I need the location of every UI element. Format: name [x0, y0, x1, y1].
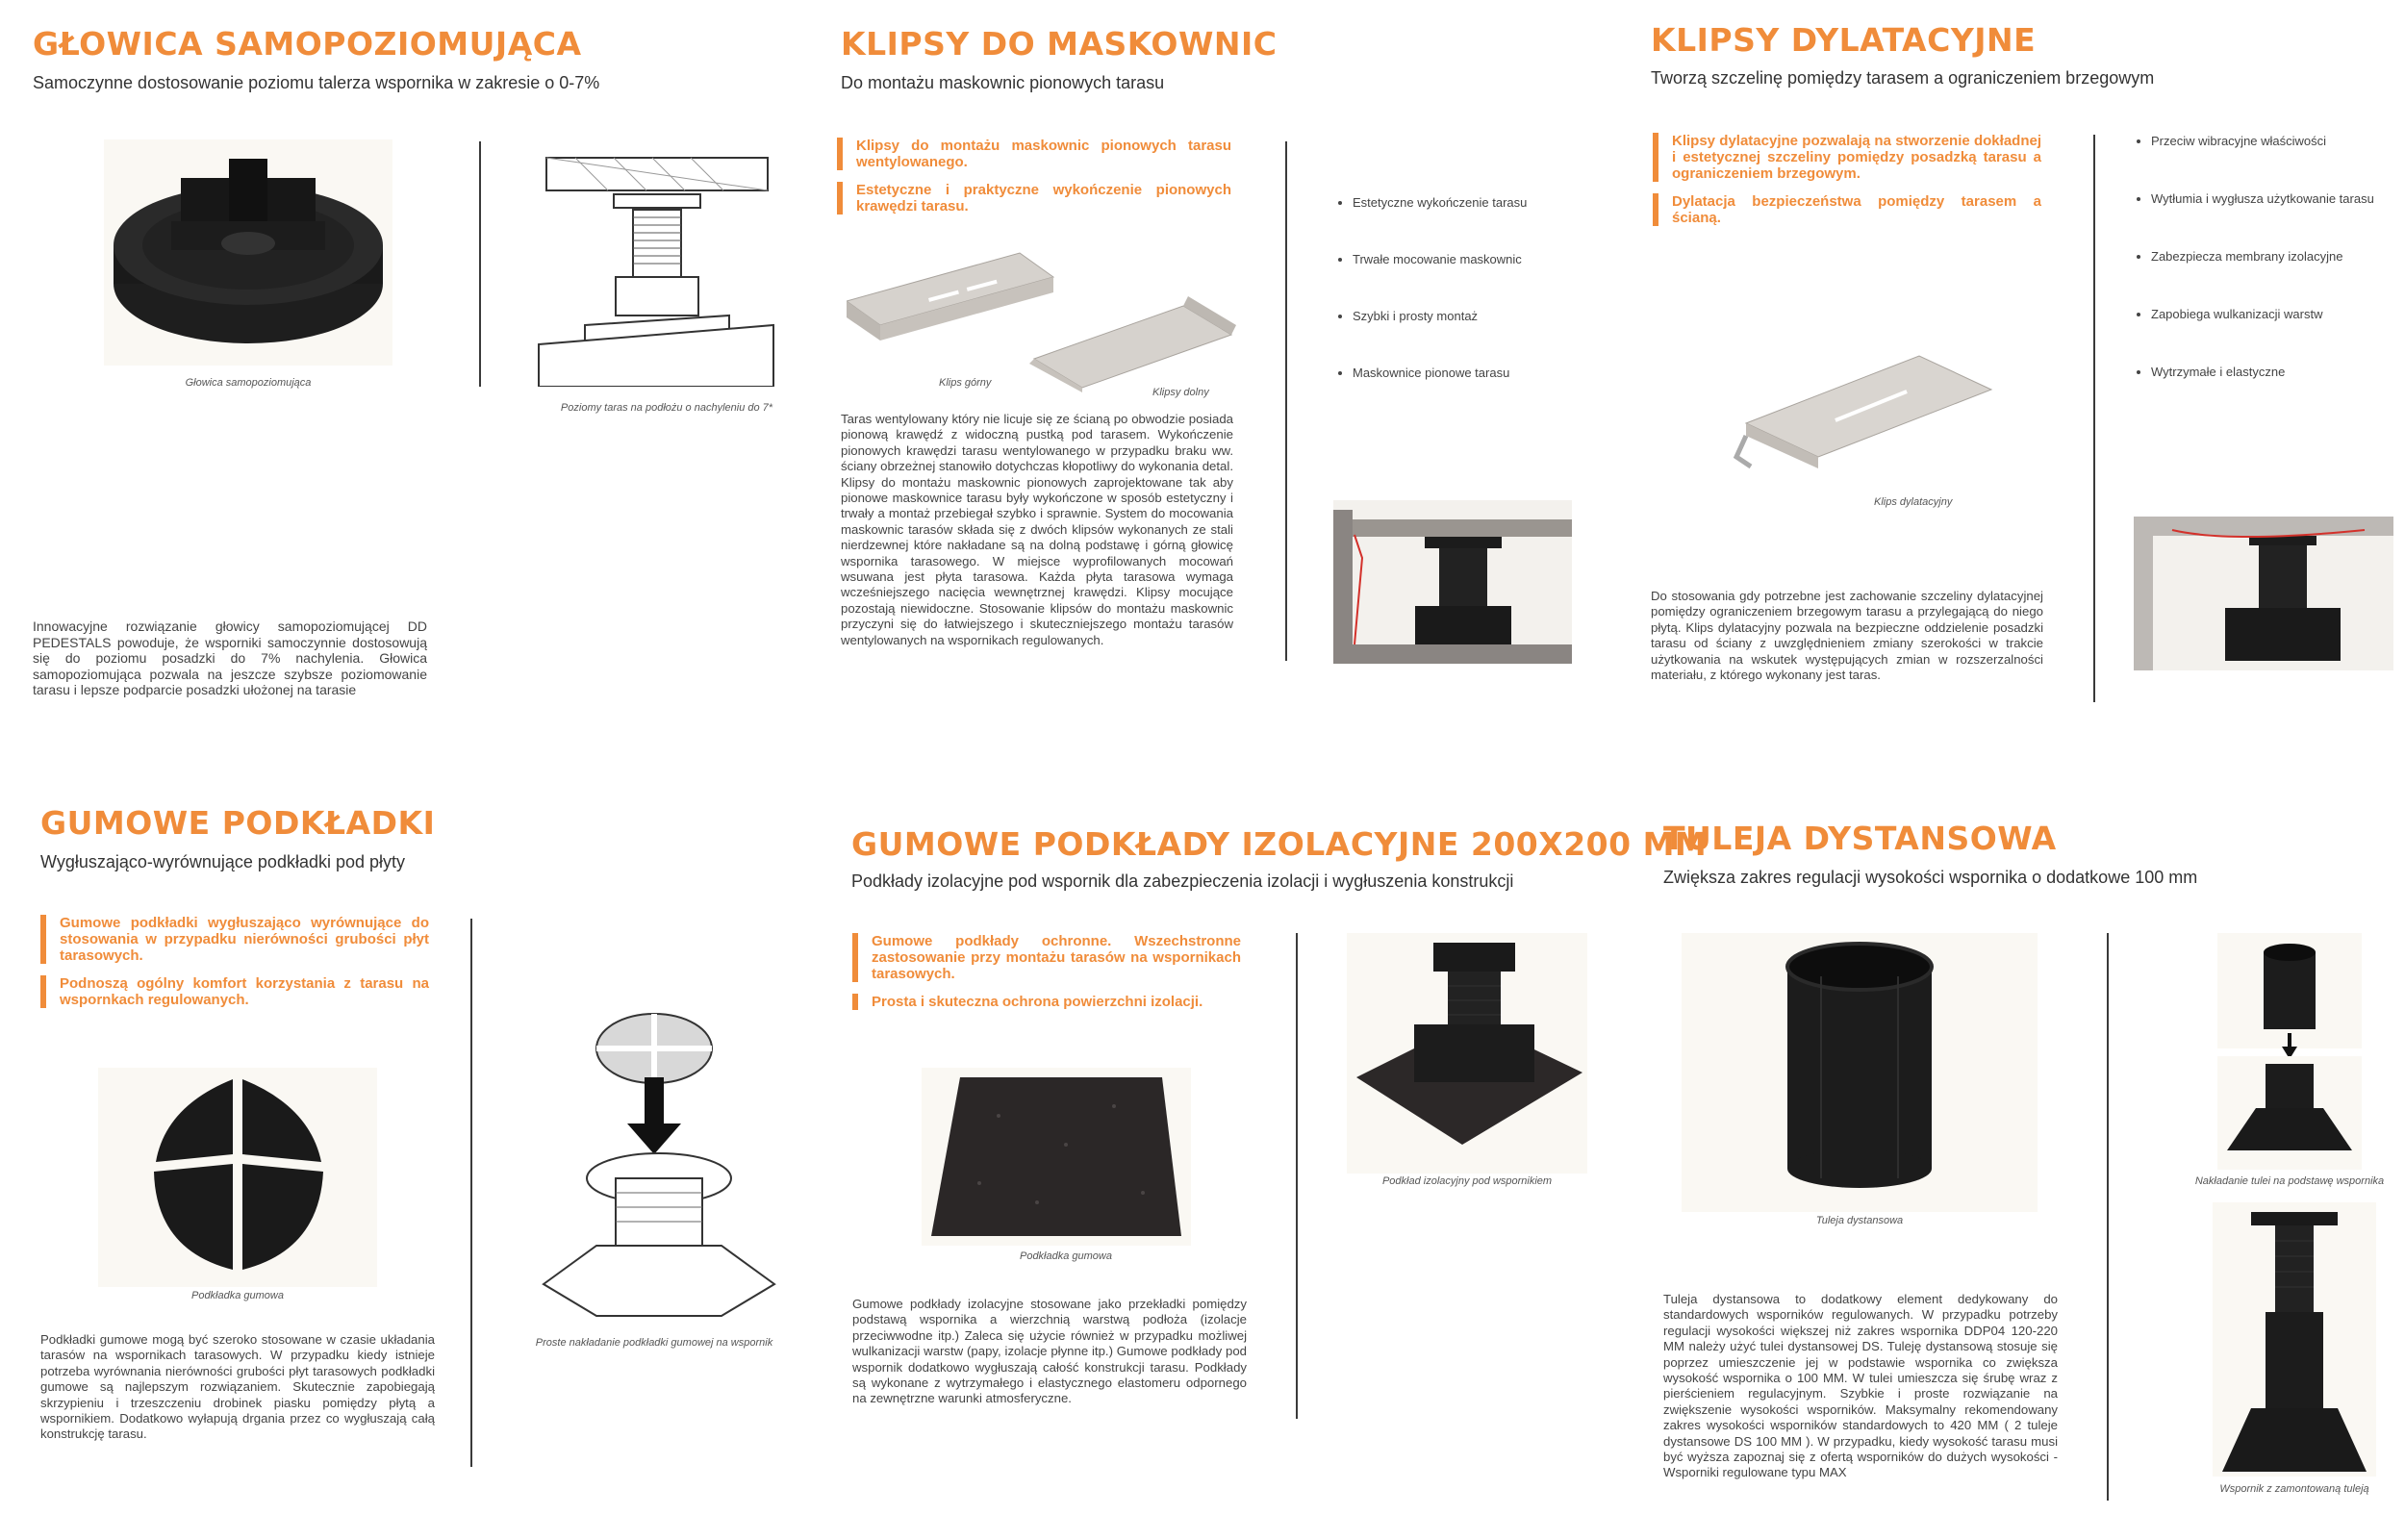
caption-wspornik-z-tuleja: Wspornik z zamontowaną tuleją — [2219, 1483, 2369, 1495]
features-list-klipsy-maskownic — [1335, 195, 1547, 422]
rubber-pad-image — [98, 1068, 377, 1287]
highlight-1: Gumowe podkłady ochronne. Wszechstronne zastosowanie przy montażu tarasów na wspornikach tarasowych. — [852, 933, 1241, 982]
caption-podkladka-gumowa-2: Podkładka gumowa — [1019, 1250, 1112, 1262]
section-title-tuleja: TULEJA DYSTANSOWA — [1663, 820, 2057, 857]
feature-item: • Trwałe mocowanie maskownic — [1353, 252, 1547, 266]
caption-proste-nakladanie: Proste nakładanie podkładki gumowej na wspornik — [535, 1337, 773, 1349]
feature-item: • Wytłumia i wygłusza użytkowanie tarasu — [2151, 191, 2393, 206]
highlights-klipsy-maskownic — [837, 138, 1231, 226]
highlight-1: Klipsy do montażu maskownic pionowych tarasu wentylowanego. — [837, 138, 1231, 170]
divider — [470, 919, 472, 1467]
highlight-2: Dylatacja bezpieczeństwa pomiędzy tarasem a ścianą. — [1653, 193, 2041, 226]
highlight-2: Estetyczne i praktyczne wykończenie pionowych krawędzi tarasu. — [837, 182, 1231, 215]
section-subtitle-podklady-izolacyjne: Podkłady izolacyjne pod wspornik dla zabezpieczenia izolacji i wygłuszenia konstrukcji — [851, 871, 1514, 891]
mask-clip-install-image — [1333, 500, 1572, 664]
feature-item: • Estetyczne wykończenie tarasu — [1353, 195, 1547, 210]
feature-item: • Wytrzymałe i elastyczne — [2151, 365, 2393, 379]
expansion-clip-install-image — [2134, 517, 2393, 670]
expansion-clip-image — [1727, 351, 1996, 481]
body-text-podklady-izolacyjne: Gumowe podkłady izolacyjne stosowane jako przekładki pomiędzy podstawą wspornika a wierzchnią warstwą podłoża (izolacje przeciwwodne itp.) Zaleca się użycie również w przypadku możliwej wulkanizacji warstw (papy, izolacje płynne itp.) Gumowe podkłady pod wspornik dodatkowo wygłuszają całość konstrukcji tarasu. Podkłady są wykonane z wytrzymałego i elastycznego elastomeru odpornego na zewnętrzne warunki atmosferyczne. — [852, 1297, 1247, 1406]
caption-podklad-izolacyjny: Podkład izolacyjny pod wspornikiem — [1381, 1175, 1553, 1187]
caption-poziomy-taras: Poziomy taras na podłożu o nachyleniu do 7* — [560, 402, 773, 414]
sleeve-on-base-image — [2217, 1056, 2362, 1170]
highlights-podklady-izolacyjne — [852, 933, 1241, 1022]
section-title-klipsy-maskownic: KLIPSY DO MASKOWNIC — [841, 25, 1278, 63]
divider — [1296, 933, 1298, 1419]
highlight-1: Gumowe podkładki wygłuszająco wyrównujące do stosowania w przypadku nierówności grubości płyt tarasowych. — [40, 915, 429, 964]
body-text-tuleja: Tuleja dystansowa to dodatkowy element dedykowany do standardowych wsporników regulowanych. W przypadku potrzeby regulacji wysokości większej niż zakres wspornika DDP04 120-220 MM należy użyć tulei dystansowej DS. Tuleję dystansową stosuje się poprzez umieszczenie jej w podstawie wspornika co zwiększa wysokość wspornika o 100 MM. W tulei umieszcza się śrubę wraz z pierścieniem regulacyjnym. Szybkie i proste rozwiązanie na zwiększenie wysokości wsporników. Maksymalny rekomendowany zakres wysokości wsporników standardowych to 420 MM ( 2 tuleje dystansowe DS 100 MM ). W przypadku, kiedy wysokość tarasu musi być wyższa zapoznaj się z ofertą wsporników do dużych wysokości - Wsporniki regulowane typu MAX — [1663, 1292, 2058, 1480]
section-title-klipsy-dylatacyjne: KLIPSY DYLATACYJNE — [1651, 21, 2037, 59]
caption-klips-dolny: Klipsy dolny — [1152, 387, 1209, 398]
pad-install-drawing-image — [539, 1010, 779, 1323]
section-title-glowica: GŁOWICA SAMOPOZIOMUJĄCA — [33, 25, 582, 63]
caption-nakladanie-tulei: Nakładanie tulei na podstawę wspornika — [2194, 1175, 2385, 1187]
feature-item: • Szybki i prosty montaż — [1353, 309, 1547, 323]
caption-glowica: Głowica samopoziomująca — [185, 377, 312, 389]
caption-klips-dylatacyjny: Klips dylatacyjny — [1874, 496, 1953, 508]
feature-item: • Zabezpiecza membrany izolacyjne — [2151, 249, 2393, 264]
pedestal-on-pad-image — [1347, 933, 1587, 1174]
body-text-klipsy-maskownic: Taras wentylowany który nie licuje się ze ścianą po obwodzie posiada pionową krawędź z widoczną pustką pod tarasem. Wykończenie pionowych krawędzi tarasu wentylowanego w przypadku braku ww. ściany obrzeżnej stanowiło dotychczas kłopotliwy do wykonania detal. Klipsy do montażu maskownic pionowych zaprojektowane tak aby pionowe maskownice tarasu były wykończone w sposób estetyczny i trwały a montaż przebiegał szybko i sprawnie. System do mocowania maskownic tarasów składa się z dwóch klipsów wykonanych ze stali nierdzewnej które nakładane są na dolną podstawę i górną głowicę wspornika tarasowego. W miejsce wyprofilowanych mocowań wsuwana jest płyta tarasowa. Każda płyta tarasowa wymaga wcześniejszego nacięcia wewnętrznej krawędzi. Klipsy mocujące pozostają niewidoczne. Stosowanie klipsów do montażu maskownic przyczyni się do łatwiejszego i skuteczniejszego montażu tarasów wentylowanych na wspornikach regulowanych. — [841, 412, 1233, 647]
caption-tuleja-dystansowa: Tuleja dystansowa — [1815, 1215, 1904, 1226]
section-subtitle-tuleja: Zwiększa zakres regulacji wysokości wspornika o dodatkowe 100 mm — [1663, 868, 2198, 887]
section-title-gumowe-podkladki: GUMOWE PODKŁADKI — [40, 804, 436, 842]
body-text-glowica: Innowacyjne rozwiązanie głowicy samopoziomującej DD PEDESTALS powoduje, że wsporniki samoczynnie dostosowują się do poziomu posadzki do 7% nachylenia. Głowica samopoziomująca pozwala na jeszcze szybsze poziomowanie tarasu i lepsze podparcie posadzki ułożonej na tarasie — [33, 619, 427, 698]
body-text-gumowe-podkladki: Podkładki gumowe mogą być szeroko stosowane w czasie układania tarasów na wspornikach tarasowych. W przypadku kiedy istnieje potrzeba wyrównania nierówności grubości płyt tarasowych podkładki gumowe są najlepszym rozwiązaniem. Skutecznie zapobiegają skrzypieniu i trzeszczeniu drobinek piasku pomiędzy płytą a wspornikiem. Dodatkowo wyłapują drgania przez co wygłuszają całą konstrukcję tarasu. — [40, 1332, 435, 1442]
pedestal-with-sleeve-image — [2213, 1202, 2376, 1477]
feature-item: • Maskownice pionowe tarasu — [1353, 366, 1547, 380]
self-leveling-head-image — [104, 139, 392, 366]
spacer-sleeve-image — [1682, 933, 2038, 1212]
highlight-2: Podnoszą ogólny komfort korzystania z tarasu na wspornkach regulowanych. — [40, 975, 429, 1008]
section-title-podklady-izolacyjne: GUMOWE PODKŁADY IZOLACYJNE 200X200 MM — [851, 825, 1708, 863]
clips-image — [847, 248, 1241, 392]
sleeve-small-image — [2217, 933, 2362, 1048]
caption-klips-gorny: Klips górny — [939, 377, 992, 389]
body-text-klipsy-dylatacyjne: Do stosowania gdy potrzebne jest zachowanie szczeliny dylatacyjnej pomiędzy ograniczeniem brzegowym tarasu a przylegającą do niego płytą. Klips dylatacyjny pozwala na bezpieczne oddzielenie posadzki tarasu od ściany z uwzględnieniem zmiany szerokości w trakcie użytkowania na wskutek występujących zmian w rozszerzalności materiału, z którego wykonany jest taras. — [1651, 589, 2043, 683]
section-subtitle-klipsy-maskownic: Do montażu maskownic pionowych tarasu — [841, 73, 1165, 92]
isolation-pad-image — [922, 1068, 1191, 1246]
section-subtitle-gumowe-podkladki: Wygłuszająco-wyrównujące podkładki pod płyty — [40, 852, 406, 871]
section-subtitle-glowica: Samoczynne dostosowanie poziomu talerza wspornika w zakresie o 0-7% — [33, 73, 600, 92]
highlights-gumowe-podkladki — [40, 915, 429, 1020]
section-subtitle-klipsy-dylatacyjne: Tworzą szczelinę pomiędzy tarasem a ograniczeniem brzegowym — [1651, 68, 2155, 88]
highlight-2: Prosta i skuteczna ochrona powierzchni izolacji. — [852, 994, 1241, 1010]
divider — [2107, 933, 2109, 1501]
features-list-klipsy-dylatacyjne — [2134, 134, 2393, 421]
feature-item: • Zapobiega wulkanizacji warstw — [2151, 307, 2393, 321]
divider — [1285, 141, 1287, 661]
caption-podkladka-gumowa: Podkładka gumowa — [190, 1290, 284, 1301]
feature-item: • Przeciw wibracyjne właściwości — [2151, 134, 2393, 148]
divider — [2093, 135, 2095, 702]
divider — [479, 141, 481, 387]
highlights-klipsy-dylatacyjne — [1653, 133, 2041, 238]
leveling-drawing-image — [537, 156, 775, 387]
highlight-1: Klipsy dylatacyjne pozwalają na stworzenie dokładnej i estetycznej szczeliny pomiędzy posadzką tarasu a ograniczeniem brzegowym. — [1653, 133, 2041, 182]
